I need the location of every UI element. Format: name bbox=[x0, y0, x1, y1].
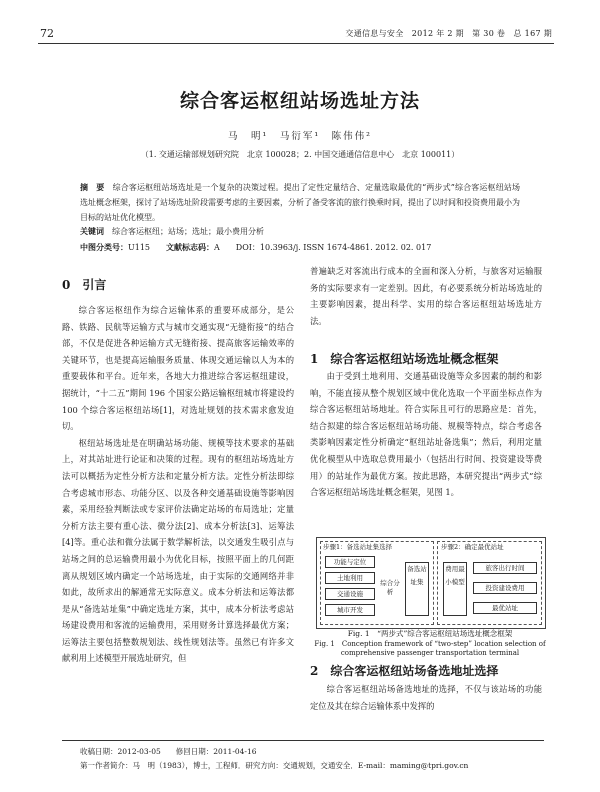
intro-paragraph-3: 普遍缺乏对客流出行成本的全面和深入分析，与旅客对运输服务的实际要求有一定差别。因此，有必要系统分析站场选址的主要影响因素，提出科学、实用的综合客运枢纽站场选址方法。 bbox=[310, 266, 542, 326]
page-number: 72 bbox=[40, 27, 54, 40]
figure-1 bbox=[316, 537, 546, 629]
abstract-text: 综合客运枢纽站场选址是一个复杂的决策过程。提出了定性定量结合、定量选取最优的“两步式”综合客运枢纽站场选址概念框架，探讨了站场选址阶段需要考虑的主要因素，分析了备受客流的旅行换乘时间，提出了以时间和投资费用最小为目标的站址优化模型。 bbox=[80, 183, 520, 222]
keywords bbox=[80, 226, 264, 237]
classification bbox=[80, 242, 431, 253]
box-model: 费用最小模型 bbox=[443, 562, 467, 616]
figure-caption-en: Fig. 1 Conception framework of “two-step” location selection of comprehensive passenger transportation terminal bbox=[314, 640, 546, 657]
received-dates: 收稿日期：2012-03-05 修回日期：2011-04-16 bbox=[80, 747, 257, 756]
affiliation: （1. 交通运输部规划研究院 北京 100028；2. 中国交通通信信息中心 北京 100011） bbox=[140, 150, 460, 159]
section-2-body bbox=[310, 681, 542, 714]
doc-code-label: 文献标志码： bbox=[150, 242, 215, 252]
figure-caption-cn: Fig. 1 “两步式”综合客运枢纽站场选址概念框架 bbox=[347, 629, 513, 638]
header-rule bbox=[38, 43, 554, 44]
box-landuse: 土地利用 bbox=[325, 572, 375, 584]
box-travel-time: 旅客出行时间 bbox=[473, 562, 537, 574]
box-function: 功能与定位 bbox=[325, 556, 375, 568]
analysis-label: 综合分析 bbox=[380, 579, 400, 596]
footer-rule bbox=[62, 740, 544, 741]
section-2-heading: 2 综合客运枢纽站场备选地址选择 bbox=[310, 664, 499, 678]
intro-paragraph-1: 综合客运枢纽作为综合运输体系的重要环成部分，是公路、铁路、民航等运输方式与城市交通实现“无缝衔接”的结合部，不仅是促进各种运输方式无缝衔接、提高旅客运输效率的关键环节，也是提高运输服务质量、体现交通运输以人为本的重要载体和平台。近年来，各地大力推进综合客运枢纽建设，据统计，“十二五”期间 196 个国家公路运输枢纽城市将建设约 100 个综合客运枢纽站场[1]，对选址规划的技术需求愈发迫切。 bbox=[62, 305, 294, 432]
box-optimal: 最优站址 bbox=[473, 602, 537, 614]
author-bio: 第一作者简介：马 明（1983），博士，工程师．研究方向：交通规划，交通安全．E-mail：maming@tpri.gov.cn bbox=[80, 761, 469, 770]
authors: 马 明¹ 马衍军¹ 陈伟伟² bbox=[228, 131, 372, 142]
left-column bbox=[62, 302, 294, 667]
box-urban: 城市开发 bbox=[325, 604, 375, 616]
journal-info: 交通信息与安全 2012 年 2 期 第 30 卷 总 167 期 bbox=[345, 29, 552, 38]
section-intro-heading: 0 引言 bbox=[62, 278, 107, 292]
keywords-text: 综合客运枢纽；站场；选址；最小费用分析 bbox=[104, 227, 264, 236]
box-candidates: 备选站址集 bbox=[405, 562, 429, 616]
right-column-top bbox=[310, 263, 542, 329]
step-2-label: 步骤2：确定最优站址 bbox=[441, 543, 504, 551]
clc-value: U115 bbox=[128, 243, 151, 252]
paper-title: 综合客运枢纽站场选址方法 bbox=[179, 90, 420, 112]
abstract-label: 摘 要 bbox=[80, 182, 105, 192]
section-1-heading: 1 综合客运枢纽站场选址概念框架 bbox=[310, 352, 499, 366]
intro-paragraph-2: 枢纽站场选址是在明确站场功能、规模等技术要求的基础上，对其站址进行论证和决策的过程。现有的枢纽站场选址方法可以概括为定性分析方法和定量分析方法。定性分析法即综合考虑城市形态、功能分区、以及各种交通基础设施等影响因素，采用经验判断法或专家评价法确定站场的布局选址；定量分析方法主要有重心法、微分法[2]、成本分析法[3]、运筹法[4]等。重心法和微分法属于数学解析法，以交通发生吸引点与站场之间的总运输费用最小为优化目标，按照平面上的几何距离从规划区域内确定一个站场选址，由于实际的交通网络并非如此，故所求出的解通常无实际意义。成本分析法和运筹法都是从“备选站址集”中确定选址方案，其中，成本分析法考虑站场建设费用和客流的运输费用，采用财务计算选择最优方案；运筹法主要包括整数规划法、线性规划法等。虽然已有许多文献利用上述模型开展选址研究，但 bbox=[62, 437, 294, 664]
section-1-paragraph: 由于受到土地利用、交通基础设施等众多因素的制约和影响，不能直接从整个规划区域中优化选取一个平面坐标点作为综合客运枢纽站场地址。符合实际且可行的思路应是：首先，结合拟建的综合客运枢纽站场功能、规模等特点，综合考虑各类影响因素定性分析确定“枢纽站址备选集”；然后，利用定量优化模型从中选取总费用最小（包括出行时间、投资建设等费用）的站址作为最优方案。按此思路，本研究提出“两步式”综合客运枢纽站场选址概念框架，见图 1。 bbox=[310, 371, 542, 498]
section-1-body bbox=[310, 368, 542, 501]
clc-label: 中图分类号： bbox=[80, 242, 128, 252]
keywords-label: 关键词 bbox=[80, 226, 104, 236]
section-2-paragraph: 综合客运枢纽站场备选地址的选择，不仅与该站场的功能定位及其在综合运输体系中发挥的 bbox=[310, 684, 542, 711]
doc-code-value: A bbox=[214, 243, 220, 252]
abstract bbox=[80, 180, 520, 225]
box-invest: 投资建设费用 bbox=[473, 582, 537, 594]
step-1-label: 步骤1：备选站址集选择 bbox=[323, 543, 393, 551]
box-transport: 交通设施 bbox=[325, 588, 375, 600]
doi: DOI：10.3963/j. ISSN 1674-4861. 2012. 02. 017 bbox=[219, 243, 432, 252]
